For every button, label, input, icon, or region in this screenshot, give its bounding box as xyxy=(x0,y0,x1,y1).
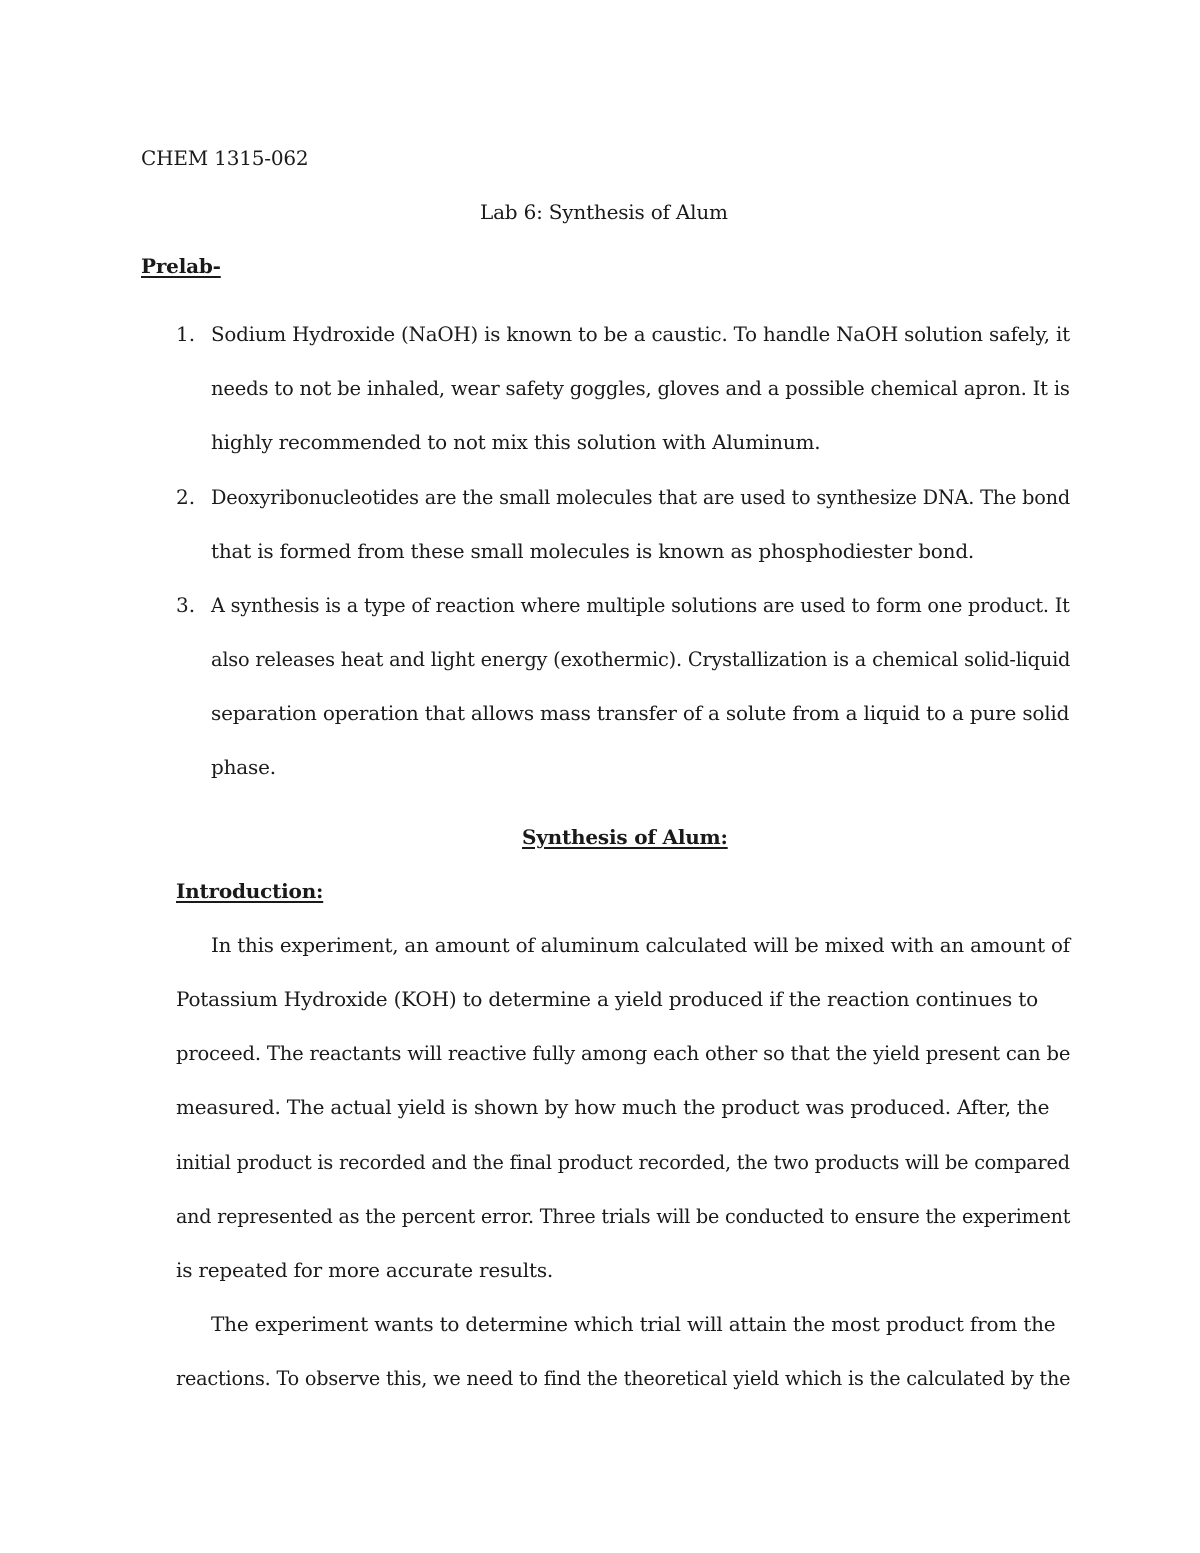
paragraph-line: and represented as the percent error. Three trials will be conducted to ensure the experiment xyxy=(176,1204,1071,1228)
prelab-item-number: 1. xyxy=(176,322,196,346)
paragraph-line: proceed. The reactants will reactive fully among each other so that the yield present can be xyxy=(176,1041,1071,1065)
paragraph-line: Potassium Hydroxide (KOH) to determine a yield produced if the reaction continues to xyxy=(176,987,1038,1011)
paragraph-line: is repeated for more accurate results. xyxy=(176,1258,554,1282)
prelab-item-line: highly recommended to not mix this solution with Aluminum. xyxy=(211,430,821,454)
prelab-item-line: Sodium Hydroxide (NaOH) is known to be a caustic. To handle NaOH solution safely, it xyxy=(211,322,1070,346)
prelab-item-number: 3. xyxy=(176,593,196,617)
paragraph-line: reactions. To observe this, we need to find the theoretical yield which is the calculated by the xyxy=(176,1366,1071,1390)
prelab-item-line: needs to not be inhaled, wear safety goggles, gloves and a possible chemical apron. It is xyxy=(211,376,1070,400)
prelab-item-line: phase. xyxy=(211,755,276,779)
prelab-item-line: that is formed from these small molecules is known as phosphodiester bond. xyxy=(211,539,975,563)
prelab-item-line: A synthesis is a type of reaction where multiple solutions are used to form one product. It xyxy=(211,593,1070,617)
course-code: CHEM 1315-062 xyxy=(141,146,309,170)
document-title: Lab 6: Synthesis of Alum xyxy=(480,200,728,224)
paragraph-line: In this experiment, an amount of aluminum calculated will be mixed with an amount of xyxy=(211,933,1070,957)
paragraph-line: initial product is recorded and the final product recorded, the two products will be compared xyxy=(176,1150,1070,1174)
prelab-item-line: also releases heat and light energy (exothermic). Crystallization is a chemical solid-liquid xyxy=(211,647,1071,671)
paragraph-line: The experiment wants to determine which trial will attain the most product from the xyxy=(211,1312,1056,1336)
prelab-item-line: separation operation that allows mass transfer of a solute from a liquid to a pure solid xyxy=(211,701,1070,725)
paragraph-line: measured. The actual yield is shown by how much the product was produced. After, the xyxy=(176,1095,1050,1119)
section-heading: Synthesis of Alum: xyxy=(522,825,728,849)
prelab-item-line: Deoxyribonucleotides are the small molecules that are used to synthesize DNA. The bond xyxy=(211,485,1070,509)
prelab-item-number: 2. xyxy=(176,485,196,509)
prelab-heading: Prelab- xyxy=(141,254,221,278)
introduction-heading: Introduction: xyxy=(176,879,324,903)
